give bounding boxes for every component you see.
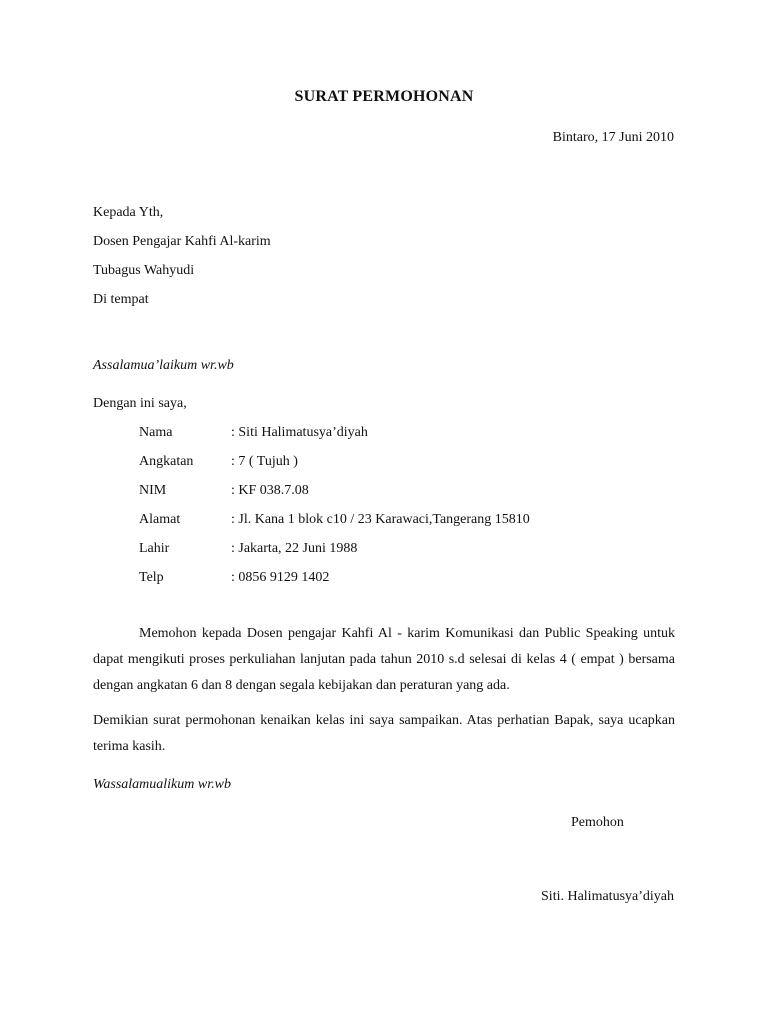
- detail-label: Angkatan: [139, 454, 194, 469]
- closing-paragraph: Demikian surat permohonan kenaikan kelas ini saya sampaikan. Atas perhatian Bapak, saya ucapkan terima kasih.: [93, 713, 675, 754]
- letter-date: Bintaro, 17 Juni 2010: [552, 130, 674, 145]
- greeting: Assalamua’laikum wr.wb: [93, 358, 234, 373]
- recipient-line-1: Kepada Yth,: [93, 205, 164, 220]
- detail-value: : Siti Halimatusya’diyah: [231, 425, 368, 440]
- recipient-line-3: Tubagus Wahyudi: [93, 263, 195, 278]
- signature-role: Pemohon: [571, 815, 624, 830]
- farewell: Wassalamualikum wr.wb: [93, 777, 231, 792]
- intro-text: Dengan ini saya,: [93, 396, 187, 411]
- detail-value: : Jakarta, 22 Juni 1988: [231, 541, 358, 556]
- detail-value: : 7 ( Tujuh ): [231, 454, 298, 469]
- body-paragraph: [93, 621, 675, 699]
- signature-name: Siti. Halimatusya’diyah: [541, 889, 674, 904]
- recipient-line-2: Dosen Pengajar Kahfi Al-karim: [93, 234, 271, 249]
- body-paragraph-text: Memohon kepada Dosen pengajar Kahfi Al - karim Komunikasi dan Public Speaking untuk dapat mengikuti proses perkuliahan lanjutan pada tahun 2010 s.d selesai di kelas 4 ( empat ) bersama dengan angkatan 6 dan 8 dengan segala kebijakan dan peraturan yang ada.: [93, 626, 675, 693]
- detail-label: Telp: [139, 570, 164, 585]
- detail-value: : 0856 9129 1402: [231, 570, 330, 585]
- detail-value: : Jl. Kana 1 blok c10 / 23 Karawaci,Tangerang 15810: [231, 512, 530, 527]
- letter-title: SURAT PERMOHONAN: [294, 88, 474, 105]
- recipient-line-4: Di tempat: [93, 292, 149, 307]
- detail-value: : KF 038.7.08: [231, 483, 309, 498]
- detail-label: NIM: [139, 483, 167, 498]
- detail-label: Alamat: [139, 512, 181, 527]
- detail-label: Lahir: [139, 541, 170, 556]
- detail-label: Nama: [139, 425, 173, 440]
